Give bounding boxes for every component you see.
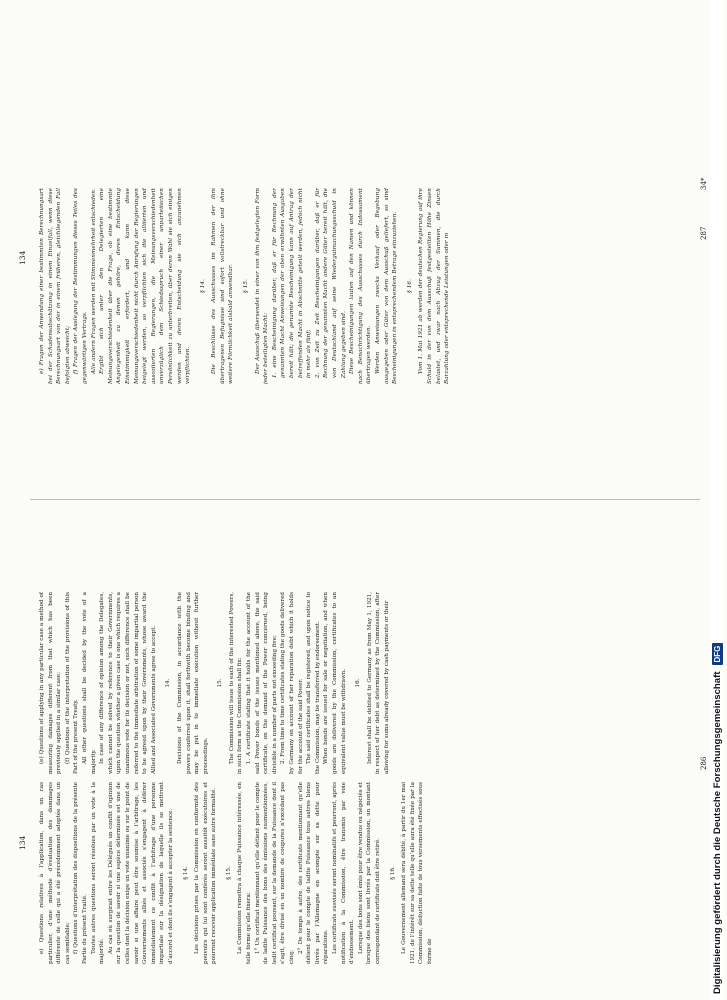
section-heading: § 15. [243, 279, 250, 293]
section-heading: 16. [355, 678, 362, 688]
paragraph: 1. A certificate stating that it holds for the account of the said Power bonds of the issues mentioned above, the said certificate, on the demand of the Power concerned, being divisible in a number of parts not exceeding five; [246, 592, 278, 774]
paragraph: Werden Anweisungen zwecks Verkauf oder Begebung ausgegeben oder Güter von dem Ausschuß geliefert, so sind Bescheinigungen in entsprechendem Betrage einzuziehen. [374, 188, 399, 384]
paragraph: Diese Bescheinigungen lauten auf den Namen und können nach Benachrichtigung des Ausschusses durch Indossament übertragen werden. [349, 188, 373, 384]
dfg-logo: DFG [712, 643, 723, 666]
section-heading: 15. [217, 678, 224, 688]
stamp-text: Digitalisierung gefördert durch die Deutsche Forschungsgemeinschaft [711, 671, 723, 994]
section-heading: 14. [165, 678, 172, 688]
paragraph: 2. From time to time certificates stating the goods delivered by Germany on account of her reparation debt which it holds for the account of the said Power. [280, 592, 304, 774]
paragraph: 1° Un certificat mentionnant qu’elle détient pour le compte de ladite Puissance des bons des émissions susmentionnées, ledit certificat pouvant, sur la demande de la Puissance dont il s’agit, être divisé en un nombre de coupures n’excédant pas cinq; [254, 782, 296, 964]
paragraph: Alle andern Fragen werden mit Stimmenmehrheit entschieden. [90, 188, 97, 374]
paragraph: In case of any difference of opinion among the Delegates, which cannot be solved by reference to their Governments, upon the question whether a given case is one which requires a unanimous vote for its decision or not, such difference shall be referred to the immediate arbitration of some impartial person to be agreed upon by their Governments, whose award the Allied and Associated Governments agree to accept. [99, 592, 157, 774]
paragraph: Ergibt sich unter den Delegierten eine Meinungsverschiedenheit über die Frage, ob eine bestimmte Angelegenheit zu denen gehöre, deren Entscheidung Einstimmigkeit erfordert, und kann diese Meinungsverschiedenheit nicht durch Anrufung der Regierungen beigelegt werden, so verpflichten sich die alliierten und assoziierten Regierungen, die Meinungsverschiedenheit unverzüglich dem Schiedsspruch einer unparteiischen Persönlichkeit zu unterbreiten, über deren Wahl sie sich einigen werden und deren Entscheidung sie sich anzunehmen verpflichten. [99, 188, 192, 384]
digitization-stamp [710, 0, 724, 1000]
paragraph: Decisions of the Commission, in accordance with the powers conferred upon it, shall forthwith become binding and may be put in to immediate execution without further proceedings. [176, 592, 209, 774]
paragraph: All other questions shall be decided by the vote of a majority. [81, 592, 97, 774]
paragraph: Die Beschlüsse des Ausschusses im Rahmen der ihm übertragenen Befugnisse sind sofort vollstreckbar und ohne weitere Förmlichkeit alsbald anwendbar. [211, 188, 235, 384]
english-column [38, 592, 698, 774]
list-item: 1. eine Bescheinigung darüber, daß er für Rechnung der genannten Macht Anweisungen der oben erwähnten Ausgaben bereit hält; die genannte Bescheinigung kann auf Antrag der betreffenden Macht in Abschnitte geteilt werden, jedoch nicht in mehr als fünf; [271, 188, 313, 378]
paragraph: Lorsque des bons sont émis pour être vendus ou négociés et lorsque des biens sont livrés par la Commission, un montant correspondant de certificats doit être retiré. [357, 782, 381, 964]
section-heading: § 16. [389, 866, 396, 880]
paragraph: The Commission will issue to each of the interested Powers, in such form as the Commission shall fix: [228, 592, 244, 774]
paragraph: Au cas où surgirait entre les Délégués un conflit d’opinion sur la question de savoir si une espèce déterminée est une de celles dont la décision exige un vote unanime ou sur le point de savoir si une affaire peut être soumise à l’arbitrage, les Gouvernements alliés et associés s’engagent à déférer immédiatement ce conflit à l’arbitrage d’une personne impartiale sur la désignation de laquelle ils se mettront d’accord et dont ils s’engagent à accepter la sentence. [107, 782, 174, 964]
paragraph: e) Fragen der Anwendung einer bestimmten Berechnungsart bei der Schadensabschätzung in einem Einzelfall, wenn diese Berechnungsart von der in einem früheren, gleichliegenden Fall befolgten abweicht; [39, 188, 71, 384]
footer-right-number: 287 [700, 226, 708, 240]
footer-signature-mark: 34* [700, 177, 708, 190]
paragraph: Les certificats susvisés seront nominatifs et pourront, après notification à la Commission, être transmis par voie d’endossement. [332, 782, 356, 964]
paragraph: f) Fragen der Auslegung der Bestimmungen dieses Teiles des gegenwärtigen Vertrags. [73, 188, 88, 384]
section-heading: § 16. [406, 279, 413, 293]
paragraph: e) Questions relatives à l’application, dans un cas particulier, d’une méthode d’évaluation des dommages différente de celle qui a été précédemment adoptée dans un cas semblable; [39, 782, 71, 964]
section-heading: § 15. [225, 866, 232, 880]
paragraph: 2° De temps à autre, des certificats mentionnant qu’elle détient pour le compte de ladite Puissance tous autres biens livrés par l’Allemagne en acompte sur sa dette pour réparations. [297, 782, 330, 964]
section-heading: § 14. [199, 279, 206, 293]
paragraph: When bonds are issued for sale or negotiation, and when goods are delivered by the Commission, certificates to an equivalent value must be withdrawn. [323, 592, 347, 774]
paragraph: f) Questions d’interprétation des dispositions de la présente Partie du présent Traité. [73, 782, 88, 964]
paragraph: La Commission remettra à chaque Puissance intéressée, en telle forme qu’elle fixera: [237, 782, 253, 964]
paragraph: Vom 1. Mai 1921 ab werden der deutschen Regierung auf ihre Schuld in der von dem Ausschuß festgestellten Höhe Zinsen belastet, und zwar nach Abzug der Summen, die durch Barzahlung oder entsprechende Leistungen oder in [418, 188, 451, 384]
paragraph: (f) Questions of the interpretation of the provisions of this Part of the present Treaty. [64, 592, 80, 774]
paragraph: (e) Questions of applying in any particular case a method of measuring damages different from that which has been previously applied in a similar case; [39, 592, 63, 774]
section-heading: § 14. [182, 866, 189, 880]
paragraph: Interest shall be debited to Germany as from May 1, 1921, in respect of her debt as determined by the Commission, after allowing for sums already covered by cash payments or their [366, 592, 390, 774]
french-column [38, 782, 698, 964]
page-gutter [30, 499, 700, 500]
page-number-right: 134 [18, 250, 27, 265]
page-number-left: 134 [18, 835, 27, 850]
footer-left-number: 286 [700, 756, 708, 770]
paragraph: The said certificates shall be registered, and upon notice to the Commission, may be transferred by endorsement. [306, 592, 321, 774]
paragraph: Der Ausschuß übersendet in einer von ihm festgelegten Form jeder beteiligten Macht: [254, 188, 270, 384]
paragraph: Les décisions prises par la Commission en conformité des pouvoirs qui lui sont conférés seront aussitôt exécutoires et pourront recevoir application immédiate sans autre formalité. [194, 782, 218, 964]
paragraph: Le Gouvernement allemand sera débité, à partir du 1er mai 1921, de l’intérêt sur sa dette telle qu’elle aura été fixée par la Commission, déduction faite de tous versements effectués sous forme de [401, 782, 433, 964]
german-column [38, 188, 698, 384]
list-item: 2. von Zeit zu Zeit Bescheinigungen darüber, daß er für Rechnung der genannten Macht andere Güter bereit hält, die von Deutschland auf seine Wiedergutmachungsschuld in Zahlung gegeben sind. [314, 188, 347, 378]
paragraph: Toutes autres questions seront résolues par un vote à la majorité. [90, 782, 106, 964]
